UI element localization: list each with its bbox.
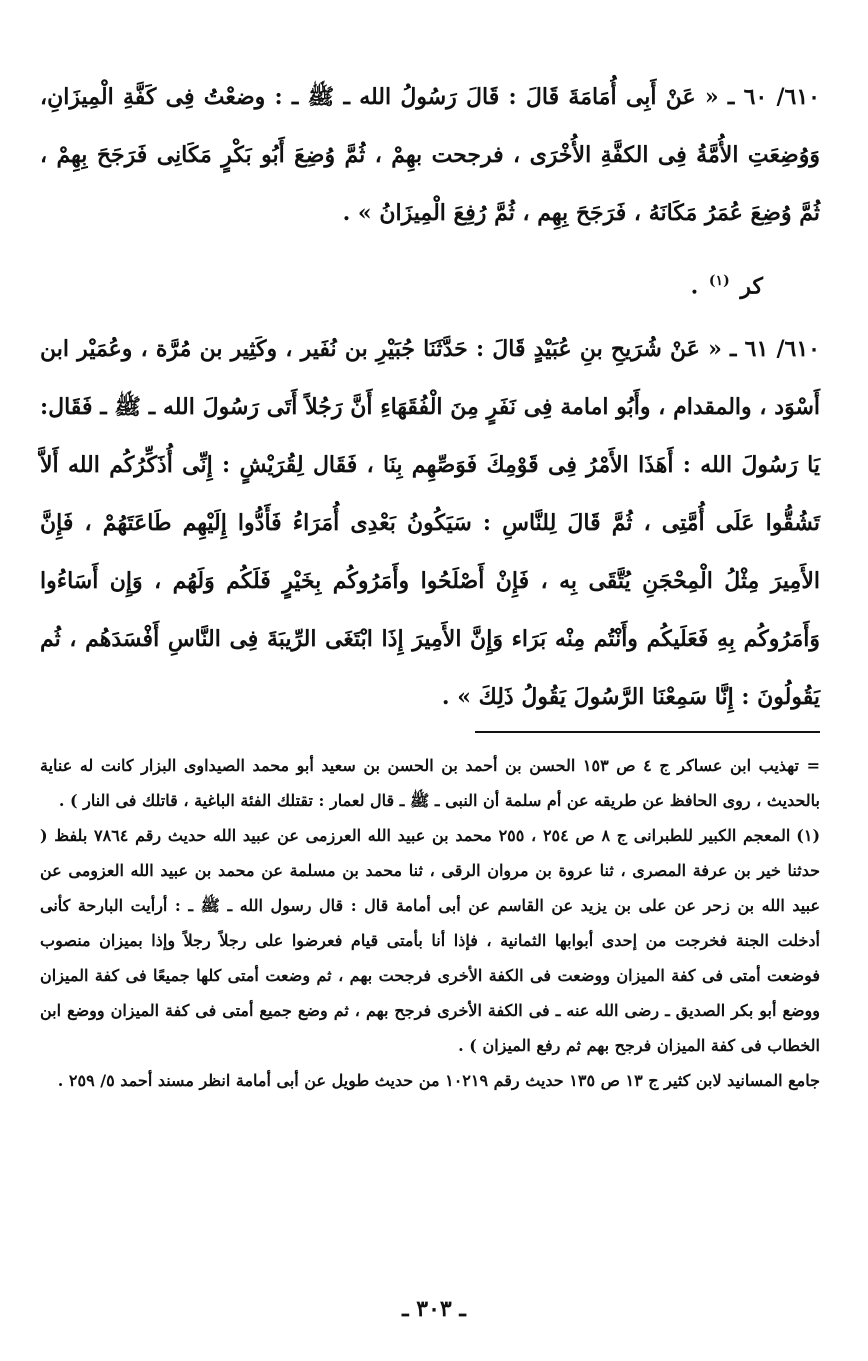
source-reference-line: [40, 252, 763, 315]
footnote-divider: [475, 731, 820, 733]
footnote-1-extra: جامع المسانيد لابن كثير ج ١٣ ص ١٣٥ حديث رقم ١٠٢١٩ من حديث طويل عن أبى أمامة انظر مسند أحمد ٥/ ٢٥٩ .: [57, 1071, 820, 1090]
page-number: ـ ٣٠٣ ـ: [402, 1296, 466, 1322]
footnote-1-text: المعجم الكبير للطبرانى ج ٨ ص ٢٥٤ ، ٢٥٥ محمد بن عبيد الله العرزمى عن عبيد الله حديث رقم ٧٨٦٤ بلفظ ( حدثنا خير بن عرفة المصرى ، ثنا عروة بن مروان الرقى ، ثنا محمد بن مسلمة عن محمد بن عبيد الله العزومى عن عبيد الله بن زحر عن على بن يزيد عن القاسم عن أبى أمامة قال : قال رسول الله ـ ﷺ ـ : أرأيت البارحة كأنى أدخلت الجنة فخرجت من إحدى أبوابها الثمانية ، فإذا أنا بأمتى قيام فعرضوا على رجلاً رجلاً وإذا بميزان منصوب فوضعت أمتى فى كفة الميزان ووضعت فى الكفة الأخرى فرجحت بهم ، ثم وضعت أمتى كلها جميعًا فى كفة الميزان ووضع أبو بكر الصديق ـ رضى الله عنه ـ فى الكفة الأخرى فرجح بهم ، ثم وضع جميع أمتى فى كفة الميزان ووضع ابن الخطاب فى كفة الميزان فرجح بهم ثم رفع الميزان ) .: [40, 826, 820, 1055]
footnote-continuation: = تهذيب ابن عساكر ج ٤ ص ١٥٣ الحسن بن أحمد بن الحسن بن سعيد أبو محمد الصيداوى البزار كانت له عناية بالحديث ، روى الحافظ عن طريقه عن أم سلمة أن النبى ـ ﷺ ـ قال لعمار : تقتلك الفئة الباغية ، قاتلك فى النار ) .: [40, 756, 820, 810]
footnote-marker-1: (١): [708, 273, 730, 289]
source-abbreviation: كر: [740, 273, 763, 300]
source-period: .: [690, 273, 699, 300]
hadith-61-paragraph: ٦١٠/ ٦١ ـ « عَنْ شُرَيحِ بنِ عُبَيْدٍ قَالَ : حَدَّثَنَا جُبَيْرِ بن نُفَير ، وكَثِير بن مُرَّة ، وعُمَيْر ابن أَسْوَد ، والمقدام ، وأَبُو امامة فِى نَفَرٍ مِنَ الْفُقَهَاءِ أَنَّ رَجُلاً أَتَى رَسُولَ الله ـ ﷺ ـ فَقَال: يَا رَسُولَ الله : أَهَذَا الأَمْرُ فِى قَوْمِكَ فَوَصِّهِم بِنَا ، فَقَال لِقُرَيْشٍ : إِنِّى أُذَكِّرُكُم الله أَلاَّ تَشُقُّوا عَلَى أُمَّتِى ، ثُمَّ قَالَ لِلنَّاسِ : سَيَكُونُ بَعْدِى أُمَرَاءُ فَأَدُّوا إِلَيْهِم طَاعَتَهُمْ ، فَإِنَّ الأَمِيرَ مِثْلُ الْمِحْجَنِ يُتَّقَى بِه ، فَإِنْ أَصْلَحُوا وأَمَرُوكُم بِخَيْرٍ فَلَكُم وَلَهُم ، وَإِن أَسَاءُوا وَأَمَرُوكُم بِهِ فَعَلَيكُم وأَنْتُم مِنْه بَرَاء وَإِنَّ الأَمِيرَ إِذَا ابْتَغَى الرِّيبَةَ فِى النَّاسِ أَفْسَدَهُم ، ثُم يَقُولُونَ : إِنَّا سَمِعْنَا الرَّسُولَ يَقُولُ ذَلِكَ » .: [40, 336, 820, 710]
footnote-1-label: (١): [796, 826, 821, 845]
hadith-60-paragraph: ٦١٠/ ٦٠ ـ « عَنْ أَبِى أُمَامَةَ قَالَ : قَالَ رَسُولُ الله ـ ﷺ ـ : وضعْتُ فِى كَفَّةِ الْمِيزَانِ، وَوُضِعَتِ الأُمَّةُ فِى الكفَّةِ الأُخْرَى ، فرجحت بهِمْ ، ثُمَّ وُضِعَ أَبُو بَكْرٍ مَكَانِى فَرَجَحَ بِهِمْ ، ثُمَّ وُضِعَ عُمَرُ مَكَانَهُ ، فَرَجَحَ بِهِم ، ثُمَّ رُفِعَ الْمِيزَانُ » .: [40, 84, 820, 226]
footnotes-section: [40, 748, 820, 1098]
footnote-1: [40, 818, 820, 1063]
